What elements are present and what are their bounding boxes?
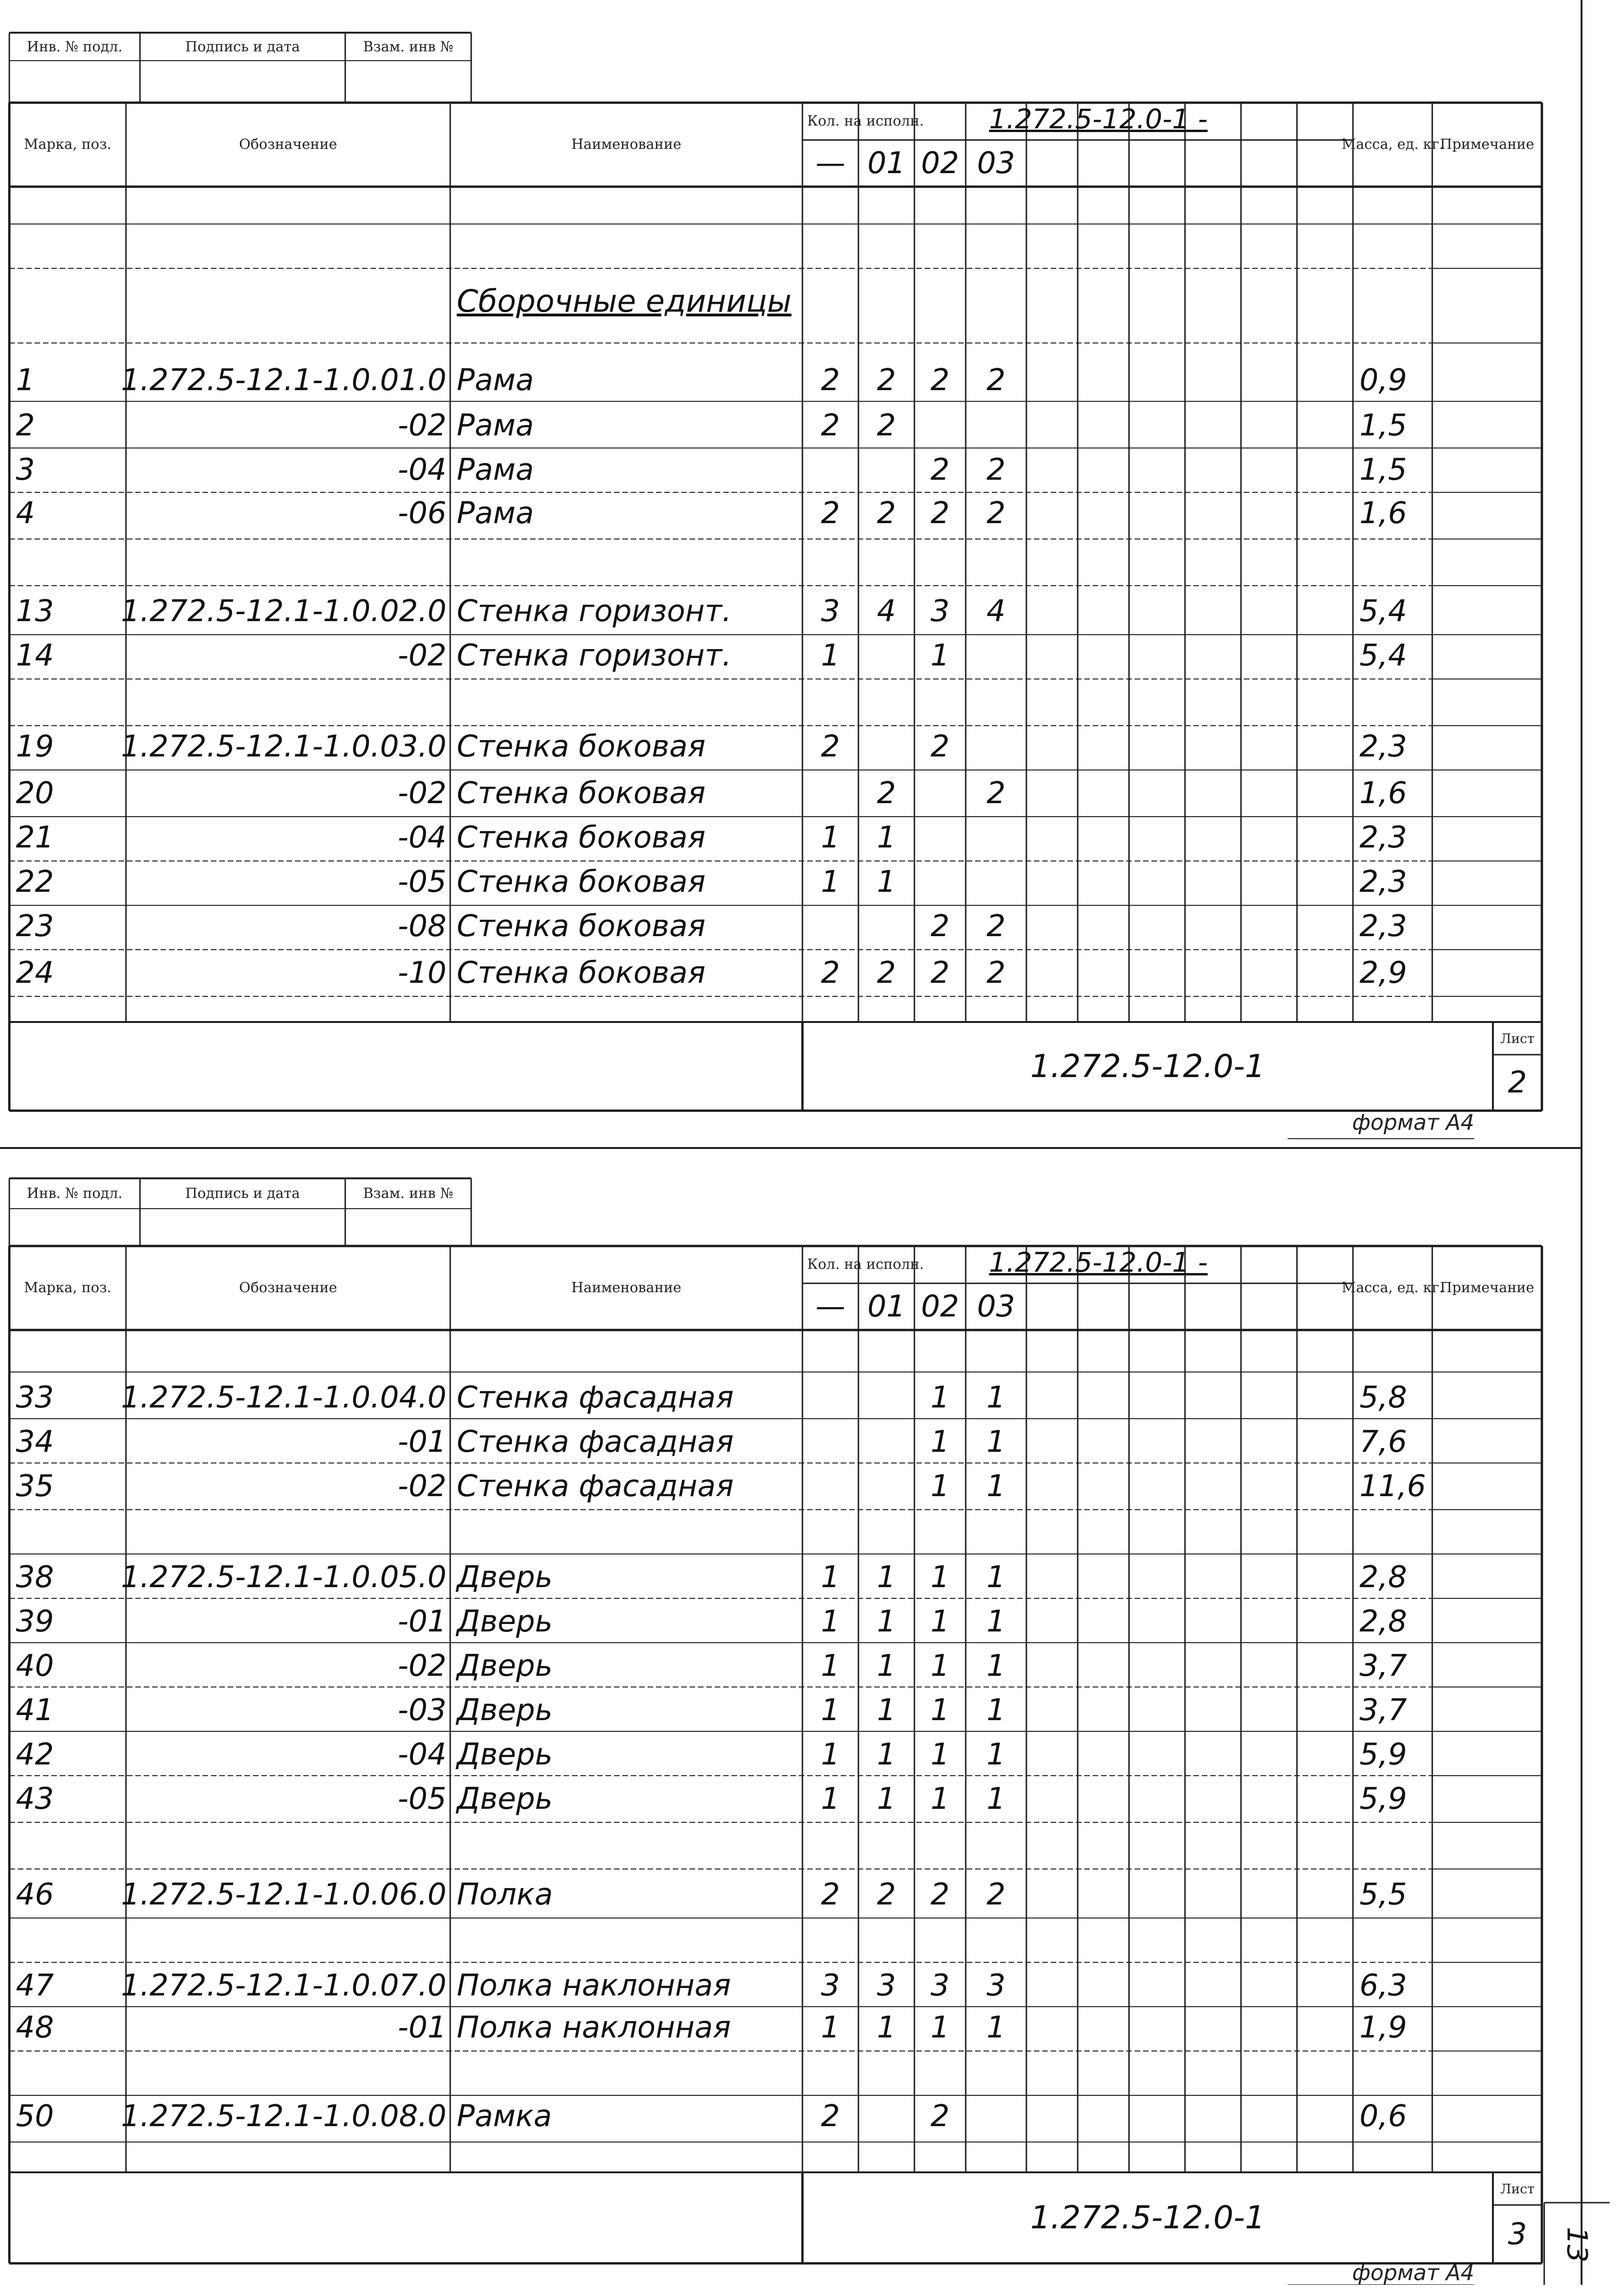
row-quantity: 1 <box>821 1693 840 1728</box>
row-designation: -08 <box>397 909 446 944</box>
row-quantity: 1 <box>986 1604 1006 1639</box>
row-quantity: 2 <box>930 496 950 531</box>
row-quantity: 1 <box>821 1649 840 1683</box>
row-quantity: 1 <box>986 1737 1006 1772</box>
row-designation: -04 <box>397 453 446 487</box>
row-mass: 5,9 <box>1359 1782 1407 1816</box>
row-position: 42 <box>16 1737 54 1772</box>
row-mass: 2,3 <box>1359 820 1407 855</box>
row-name: Стенка боковая <box>457 729 706 764</box>
row-designation: 1.272.5-12.1-1.0.03.0 <box>121 729 446 764</box>
row-position: 1 <box>16 363 35 398</box>
quantity-doc-number: 1.272.5-12.0-1 - <box>989 103 1208 135</box>
row-mass: 2,9 <box>1359 956 1407 990</box>
row-name: Рама <box>457 408 534 443</box>
row-designation: -04 <box>397 820 446 855</box>
row-name: Рама <box>457 363 534 398</box>
row-quantity <box>858 635 914 677</box>
row-mass: 2,8 <box>1359 1560 1407 1595</box>
row-designation: 1.272.5-12.1-1.0.05.0 <box>121 1560 446 1595</box>
row-mass: 2,3 <box>1359 909 1407 944</box>
row-quantity: 1 <box>877 1737 896 1772</box>
variant-header: 01 <box>867 1289 906 1324</box>
variant-header: 02 <box>921 146 959 181</box>
row-quantity: 1 <box>877 1560 896 1595</box>
row-name: Стенка боковая <box>457 909 706 944</box>
row-mass: 5,9 <box>1359 1737 1407 1772</box>
row-quantity: 2 <box>986 1877 1006 1912</box>
row-position: 3 <box>16 453 35 487</box>
row-quantity: 1 <box>986 1425 1006 1459</box>
row-name: Стенка горизонт. <box>457 638 732 673</box>
row-position: 38 <box>16 1560 54 1595</box>
row-quantity: 1 <box>930 1469 950 1504</box>
row-quantity: 2 <box>821 1877 840 1912</box>
row-quantity: 2 <box>821 363 840 398</box>
variant-header: 01 <box>867 146 906 181</box>
row-position: 50 <box>16 2099 54 2134</box>
stamp-field-label: Подпись и дата <box>185 38 300 55</box>
row-position: 40 <box>16 1649 54 1683</box>
row-mass: 0,9 <box>1359 363 1407 398</box>
row-quantity: 2 <box>930 2099 950 2134</box>
row-quantity <box>858 905 914 947</box>
column-header-quantity: Кол. на исполн. <box>807 1256 924 1273</box>
row-designation: 1.272.5-12.1-1.0.07.0 <box>121 1968 446 2003</box>
column-header-designation: Обозначение <box>239 1280 337 1296</box>
row-name: Стенка боковая <box>457 956 706 990</box>
row-quantity: 1 <box>986 1469 1006 1504</box>
row-quantity: 1 <box>821 1604 840 1639</box>
row-quantity: 1 <box>986 1560 1006 1595</box>
row-mass: 11,6 <box>1359 1469 1426 1504</box>
row-quantity: 2 <box>821 2099 840 2134</box>
row-position: 34 <box>16 1425 54 1459</box>
row-quantity <box>802 1465 858 1507</box>
row-position: 48 <box>16 2010 54 2045</box>
row-quantity: 1 <box>877 1604 896 1639</box>
column-header-mark: Марка, поз. <box>24 136 112 153</box>
row-designation: -02 <box>397 638 446 673</box>
row-mass: 1,6 <box>1359 776 1407 811</box>
row-designation: 1.272.5-12.1-1.0.08.0 <box>121 2099 446 2134</box>
row-mass: 1,5 <box>1359 453 1407 487</box>
row-designation: -05 <box>397 865 446 899</box>
row-name: Дверь <box>457 1649 553 1683</box>
row-quantity: 1 <box>877 820 896 855</box>
sheet-label: Лист <box>1500 2181 1535 2197</box>
row-quantity <box>858 1377 914 1419</box>
row-quantity: 2 <box>821 496 840 531</box>
section-title: Сборочные единицы <box>457 283 792 319</box>
column-header-mass: Масса, ед. кг. <box>1341 1280 1444 1296</box>
row-quantity: 1 <box>930 1649 950 1683</box>
row-position: 19 <box>16 729 54 764</box>
row-quantity: 1 <box>986 1693 1006 1728</box>
row-mass: 5,5 <box>1359 1877 1407 1912</box>
row-quantity: 1 <box>877 1782 896 1816</box>
row-name: Дверь <box>457 1782 553 1816</box>
row-quantity: 2 <box>930 956 950 990</box>
row-quantity: 1 <box>821 2010 840 2045</box>
row-position: 23 <box>16 909 54 944</box>
row-quantity: 2 <box>821 956 840 990</box>
row-quantity: 1 <box>821 1560 840 1595</box>
row-name: Стенка горизонт. <box>457 594 732 629</box>
row-designation: -02 <box>397 1469 446 1504</box>
row-name: Стенка фасадная <box>457 1469 734 1504</box>
row-quantity: 2 <box>930 729 950 764</box>
column-header-name: Наименование <box>571 1280 682 1296</box>
row-quantity <box>966 817 1026 859</box>
row-name: Стенка фасадная <box>457 1380 734 1415</box>
row-quantity: 1 <box>930 638 950 673</box>
row-quantity: 1 <box>986 1782 1006 1816</box>
row-mass: 1,9 <box>1359 2010 1407 2045</box>
row-name: Полка наклонная <box>457 1968 731 2003</box>
row-name: Дверь <box>457 1693 553 1728</box>
row-quantity: 1 <box>930 1425 950 1459</box>
row-quantity <box>914 405 966 447</box>
row-mass: 0,6 <box>1359 2099 1407 2134</box>
row-mass: 5,4 <box>1359 638 1407 673</box>
row-designation: 1.272.5-12.1-1.0.01.0 <box>121 363 446 398</box>
variant-header: — <box>815 1289 845 1324</box>
row-name: Полка наклонная <box>457 2010 731 2045</box>
row-quantity <box>802 905 858 947</box>
row-quantity <box>802 772 858 814</box>
row-mass: 2,3 <box>1359 865 1407 899</box>
row-quantity <box>966 2095 1026 2137</box>
row-designation: -04 <box>397 1737 446 1772</box>
row-quantity: 4 <box>877 594 896 629</box>
sheet-label: Лист <box>1500 1030 1535 1046</box>
row-quantity: 1 <box>930 1380 950 1415</box>
row-position: 4 <box>16 496 35 531</box>
row-designation: -05 <box>397 1782 446 1816</box>
row-position: 41 <box>16 1693 54 1728</box>
row-mass: 5,4 <box>1359 594 1407 629</box>
row-mass: 1,5 <box>1359 408 1407 443</box>
row-position: 35 <box>16 1469 54 1504</box>
variant-header: 03 <box>977 146 1015 181</box>
row-quantity: 1 <box>930 1604 950 1639</box>
row-name: Полка <box>457 1877 553 1912</box>
row-quantity <box>858 449 914 491</box>
row-name: Стенка боковая <box>457 865 706 899</box>
row-quantity: 3 <box>877 1968 896 2003</box>
row-designation: -03 <box>397 1693 446 1728</box>
row-quantity: 2 <box>986 453 1006 487</box>
row-mass: 6,3 <box>1359 1968 1407 2003</box>
row-designation: -02 <box>397 408 446 443</box>
row-position: 24 <box>16 956 54 990</box>
row-quantity: 1 <box>821 865 840 899</box>
row-quantity: 1 <box>930 1782 950 1816</box>
column-header-designation: Обозначение <box>239 136 337 153</box>
row-quantity: 2 <box>877 363 896 398</box>
row-quantity: 1 <box>877 865 896 899</box>
variant-header: 02 <box>921 1289 959 1324</box>
row-designation: -10 <box>397 956 446 990</box>
row-quantity <box>966 861 1026 903</box>
row-quantity: 1 <box>821 638 840 673</box>
row-position: 39 <box>16 1604 54 1639</box>
row-quantity: 1 <box>930 1737 950 1772</box>
row-quantity: 1 <box>821 1782 840 1816</box>
stamp-field-label: Взам. инв № <box>363 1185 453 1202</box>
row-designation: 1.272.5-12.1-1.0.02.0 <box>121 594 446 629</box>
row-quantity <box>802 1421 858 1463</box>
row-quantity <box>914 817 966 859</box>
row-quantity: 2 <box>877 408 896 443</box>
row-name: Стенка боковая <box>457 820 706 855</box>
row-position: 47 <box>16 1968 54 2003</box>
row-quantity: 1 <box>930 2010 950 2045</box>
row-quantity <box>858 1421 914 1463</box>
row-quantity: 1 <box>877 1693 896 1728</box>
row-position: 14 <box>16 638 54 673</box>
row-quantity <box>802 449 858 491</box>
column-header-quantity: Кол. на исполн. <box>807 113 924 130</box>
row-quantity <box>858 726 914 768</box>
row-position: 13 <box>16 594 54 629</box>
row-mass: 3,7 <box>1359 1649 1407 1683</box>
row-mass: 7,6 <box>1359 1425 1407 1459</box>
row-quantity: 2 <box>986 956 1006 990</box>
row-quantity: 2 <box>930 453 950 487</box>
row-quantity <box>858 1465 914 1507</box>
row-quantity <box>966 405 1026 447</box>
row-quantity <box>966 635 1026 677</box>
row-quantity: 1 <box>821 1737 840 1772</box>
row-position: 43 <box>16 1782 54 1816</box>
row-quantity: 1 <box>986 1380 1006 1415</box>
variant-header: 03 <box>977 1289 1015 1324</box>
row-quantity: 1 <box>877 2010 896 2045</box>
row-quantity: 1 <box>877 1649 896 1683</box>
row-quantity: 2 <box>986 496 1006 531</box>
row-name: Дверь <box>457 1560 553 1595</box>
row-quantity: 2 <box>986 363 1006 398</box>
row-quantity: 3 <box>930 1968 950 2003</box>
row-designation: -06 <box>397 496 446 531</box>
row-quantity: 2 <box>877 1877 896 1912</box>
row-name: Стенка боковая <box>457 776 706 811</box>
row-quantity: 1 <box>986 1649 1006 1683</box>
row-name: Рама <box>457 453 534 487</box>
row-quantity <box>858 2095 914 2137</box>
row-quantity <box>802 1377 858 1419</box>
format-label: формат А4 <box>1352 2260 1474 2285</box>
row-mass: 2,8 <box>1359 1604 1407 1639</box>
row-designation: 1.272.5-12.1-1.0.04.0 <box>121 1380 446 1415</box>
row-position: 33 <box>16 1380 54 1415</box>
row-mass: 3,7 <box>1359 1693 1407 1728</box>
row-designation: -01 <box>397 1604 446 1639</box>
column-header-name: Наименование <box>571 136 682 153</box>
column-header-note: Примечание <box>1440 136 1534 153</box>
sheet-number: 2 <box>1508 1065 1527 1100</box>
row-quantity: 1 <box>930 1560 950 1595</box>
stamp-field-label: Инв. № подл. <box>27 38 123 55</box>
side-page-number: 13 <box>1561 2226 1593 2263</box>
row-quantity: 2 <box>986 776 1006 811</box>
row-quantity: 2 <box>986 909 1006 944</box>
row-quantity: 1 <box>986 2010 1006 2045</box>
variant-header: — <box>815 146 845 181</box>
row-designation: 1.272.5-12.1-1.0.06.0 <box>121 1877 446 1912</box>
row-mass: 1,6 <box>1359 496 1407 531</box>
sheet-number: 3 <box>1508 2217 1527 2252</box>
document-number: 1.272.5-12.0-1 <box>1030 1048 1265 1085</box>
row-mass: 2,3 <box>1359 729 1407 764</box>
row-quantity: 2 <box>877 496 896 531</box>
document-number: 1.272.5-12.0-1 <box>1030 2199 1265 2236</box>
row-quantity: 2 <box>930 1877 950 1912</box>
column-header-mark: Марка, поз. <box>24 1280 112 1296</box>
row-position: 22 <box>16 865 54 899</box>
row-quantity: 3 <box>821 594 840 629</box>
row-quantity <box>914 861 966 903</box>
row-position: 2 <box>16 408 35 443</box>
column-header-note: Примечание <box>1440 1280 1534 1296</box>
row-quantity: 2 <box>821 408 840 443</box>
quantity-doc-number: 1.272.5-12.0-1 - <box>989 1246 1208 1278</box>
row-designation: -02 <box>397 1649 446 1683</box>
row-name: Дверь <box>457 1737 553 1772</box>
stamp-field-label: Инв. № подл. <box>27 1185 123 1202</box>
row-quantity: 2 <box>877 956 896 990</box>
stamp-field-label: Подпись и дата <box>185 1185 300 1202</box>
row-name: Рамка <box>457 2099 552 2134</box>
row-quantity: 2 <box>821 729 840 764</box>
row-quantity <box>914 772 966 814</box>
row-designation: -02 <box>397 776 446 811</box>
row-quantity: 3 <box>821 1968 840 2003</box>
format-label: формат А4 <box>1352 1110 1474 1135</box>
row-mass: 5,8 <box>1359 1380 1407 1415</box>
row-designation: -01 <box>397 2010 446 2045</box>
row-quantity: 1 <box>821 820 840 855</box>
row-position: 20 <box>16 776 54 811</box>
row-quantity: 4 <box>986 594 1006 629</box>
row-quantity: 3 <box>930 594 950 629</box>
row-quantity: 2 <box>930 363 950 398</box>
row-position: 21 <box>16 820 54 855</box>
row-designation: -01 <box>397 1425 446 1459</box>
row-quantity <box>966 726 1026 768</box>
row-name: Дверь <box>457 1604 553 1639</box>
row-quantity: 2 <box>930 909 950 944</box>
stamp-field-label: Взам. инв № <box>363 38 453 55</box>
row-quantity: 2 <box>877 776 896 811</box>
row-name: Стенка фасадная <box>457 1425 734 1459</box>
row-position: 46 <box>16 1877 54 1912</box>
column-header-mass: Масса, ед. кг. <box>1341 136 1444 153</box>
row-quantity: 3 <box>986 1968 1006 2003</box>
row-quantity: 1 <box>930 1693 950 1728</box>
row-name: Рама <box>457 496 534 531</box>
